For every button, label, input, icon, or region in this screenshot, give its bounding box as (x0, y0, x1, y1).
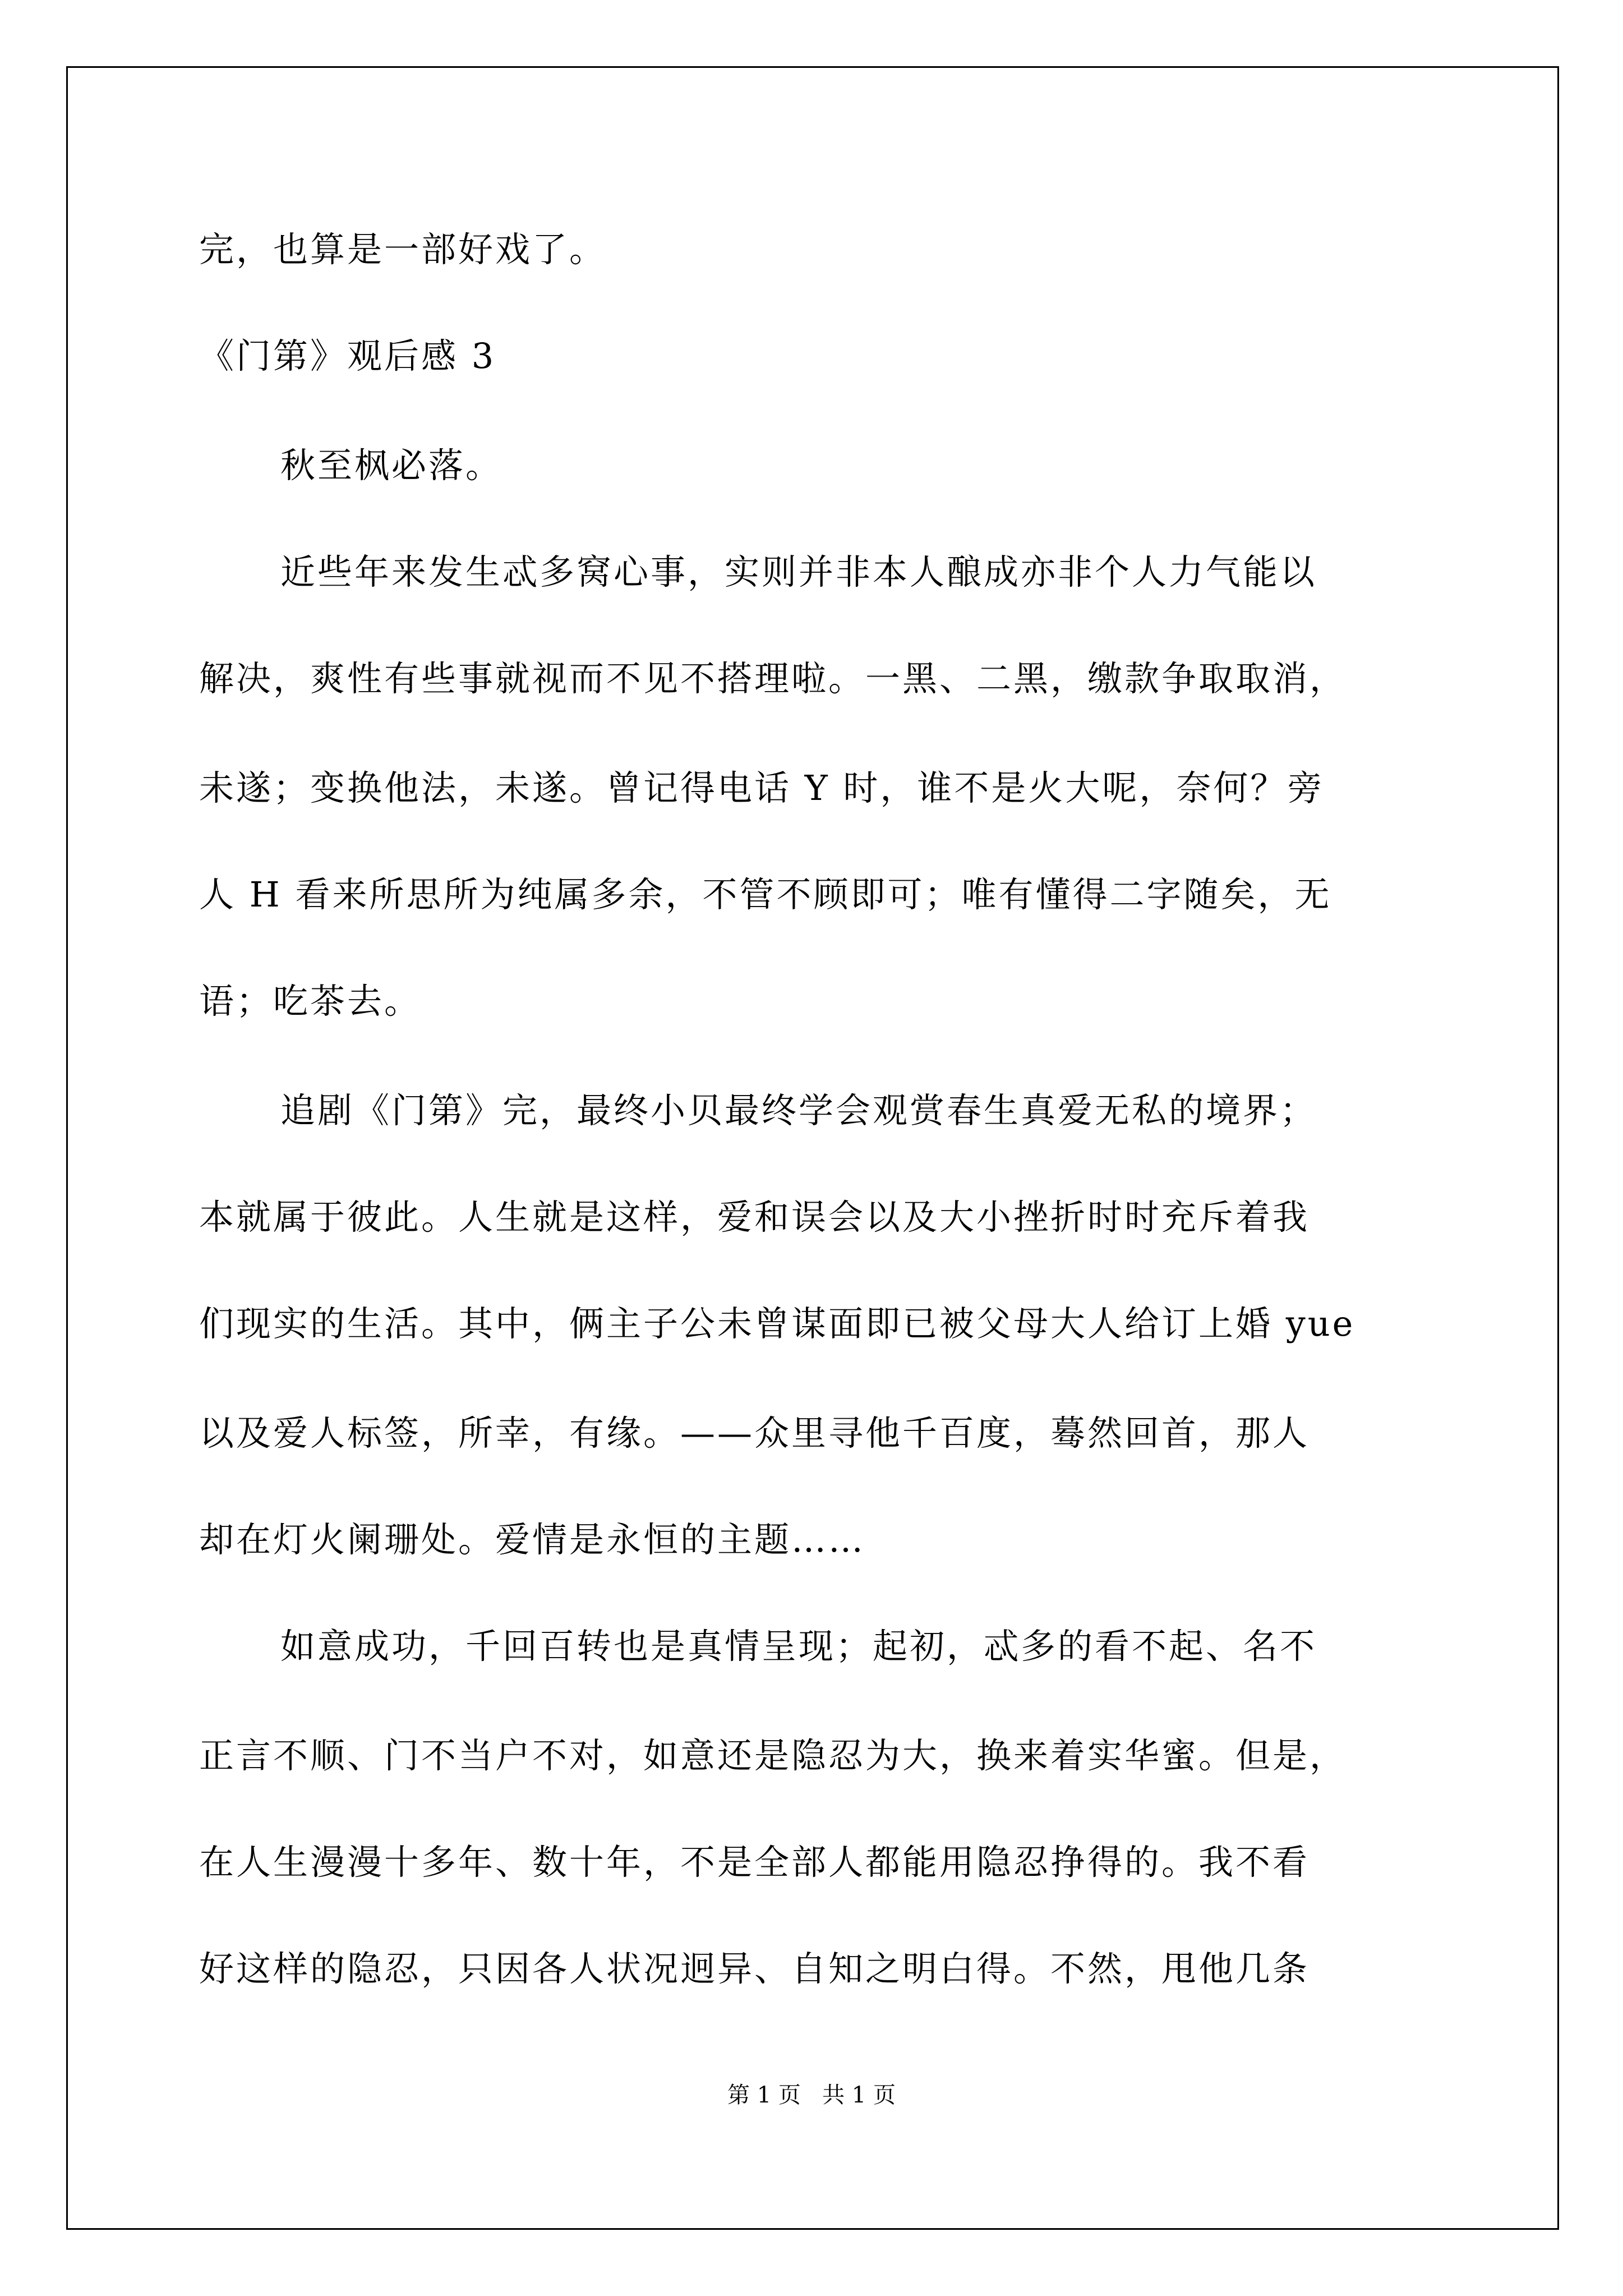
page-border (66, 66, 1559, 2230)
text-line: 完，也算是一部好戏了。 (199, 229, 607, 270)
text-line: 语；吃茶去。 (199, 981, 422, 1022)
text-line: 本就属于彼此。人生就是这样，爱和误会以及大小挫折时时充斥着我 (199, 1197, 1310, 1237)
text-line: 却在灯火阑珊处。爱情是永恒的主题…… (199, 1519, 866, 1560)
text-line: 在人生漫漫十多年、数十年，不是全部人都能用隐忍挣得的。我不看 (199, 1842, 1310, 1883)
section-heading: 《门第》观后感 3 (199, 335, 496, 376)
text-line: 未遂；变换他法，未遂。曾记得电话 Y 时，谁不是火大呢，奈何？旁 (199, 767, 1325, 808)
text-line: 秋至枫必落。 (280, 445, 503, 486)
text-line: 如意成功，千回百转也是真情呈现；起初，忒多的看不起、名不 (280, 1626, 1317, 1667)
text-line: 近些年来发生忒多窝心事，实则并非本人酿成亦非个人力气能以 (280, 551, 1317, 592)
text-line: 以及爱人标签，所幸，有缘。——众里寻他千百度，蓦然回首，那人 (199, 1412, 1310, 1453)
text-line: 好这样的隐忍，只因各人状况迥异、自知之明白得。不然，甩他几条 (199, 1948, 1310, 1989)
text-line: 追剧《门第》完，最终小贝最终学会观赏春生真爱无私的境界； (280, 1090, 1317, 1131)
text-line: 解决，爽性有些事就视而不见不搭理啦。一黑、二黑，缴款争取取消， (199, 658, 1347, 699)
text-line: 正言不顺、门不当户不对，如意还是隐忍为大，换来着实华蜜。但是， (199, 1735, 1347, 1776)
text-line: 人 H 看来所思所为纯属多余，不管不顾即可；唯有懂得二字随矣，无 (199, 874, 1332, 915)
text-line: 们现实的生活。其中，俩主子公未曾谋面即已被父母大人给订上婚 yue (199, 1303, 1355, 1344)
page-number: 第 1 页 共 1 页 (727, 2082, 896, 2108)
